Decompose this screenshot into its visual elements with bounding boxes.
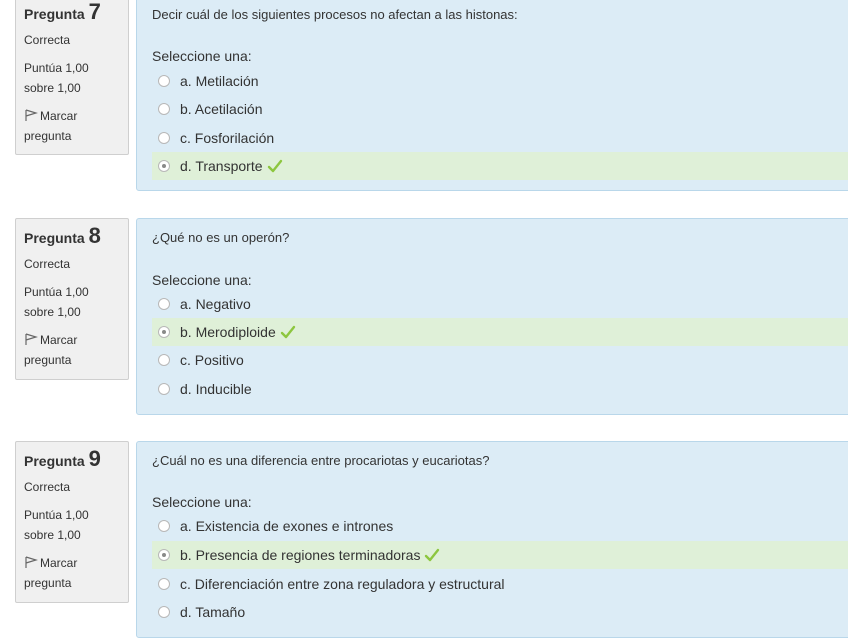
answer-prompt: Seleccione una:: [152, 48, 252, 64]
answer-label: c. Fosforilación: [180, 130, 275, 146]
answer-label: b. Merodiploide: [180, 324, 276, 340]
question-info: [15, 0, 129, 155]
radio-button-selected[interactable]: [158, 326, 170, 338]
answer-option-a[interactable]: [152, 290, 848, 318]
check-icon: [267, 158, 283, 174]
question-state: Correcta: [24, 33, 71, 47]
flag-question-button[interactable]: [24, 330, 120, 370]
answer-option-a[interactable]: [152, 67, 848, 95]
radio-button[interactable]: [158, 132, 170, 144]
question-grade: Puntúa 1,00 sobre 1,00: [24, 508, 89, 542]
answer-label: a. Existencia de exones e intrones: [180, 518, 394, 534]
question-label: Pregunta: [24, 6, 85, 22]
question-label: Pregunta: [24, 453, 85, 469]
answer-option-b[interactable]: [152, 95, 848, 123]
answer-option-d[interactable]: [152, 152, 848, 180]
answer-option-d[interactable]: [152, 375, 848, 403]
question-text: ¿Cuál no es una diferencia entre procariotas y eucariotas?: [152, 453, 490, 468]
answer-prompt: Seleccione una:: [152, 272, 252, 288]
answer-prompt: Seleccione una:: [152, 494, 252, 510]
answer-option-a[interactable]: [152, 512, 848, 540]
question-number: 9: [88, 446, 101, 471]
question-title: [24, 447, 120, 473]
radio-button[interactable]: [158, 578, 170, 590]
question-number: 8: [88, 223, 101, 248]
question-number: 7: [88, 0, 101, 24]
answer-label: a. Negativo: [180, 296, 251, 312]
answer-label: d. Inducible: [180, 381, 252, 397]
answer-label: a. Metilación: [180, 73, 259, 89]
question-text: Decir cuál de los siguientes procesos no afectan a las histonas:: [152, 7, 518, 22]
question-state: Correcta: [24, 480, 71, 494]
question-grade: Puntúa 1,00 sobre 1,00: [24, 285, 89, 319]
radio-button[interactable]: [158, 520, 170, 532]
answer-option-d[interactable]: [152, 598, 848, 626]
check-icon: [280, 324, 296, 340]
flag-question-label: Marcar pregunta: [24, 109, 78, 143]
answer-option-c[interactable]: [152, 570, 848, 598]
flag-icon: [24, 556, 38, 568]
question-info: [15, 218, 129, 380]
answer-option-c[interactable]: [152, 124, 848, 152]
question-info: [15, 441, 129, 603]
question-content: [136, 0, 848, 191]
answer-option-b[interactable]: [152, 318, 848, 346]
flag-question-button[interactable]: [24, 106, 120, 146]
radio-button[interactable]: [158, 354, 170, 366]
check-icon: [424, 547, 440, 563]
question-state: Correcta: [24, 257, 71, 271]
question-text: ¿Qué no es un operón?: [152, 230, 290, 245]
flag-icon: [24, 109, 38, 121]
flag-icon: [24, 333, 38, 345]
radio-button-selected[interactable]: [158, 160, 170, 172]
radio-button[interactable]: [158, 606, 170, 618]
answer-label: d. Transporte: [180, 158, 263, 174]
question-title: [24, 224, 120, 250]
answer-label: c. Positivo: [180, 352, 244, 368]
question-content: [136, 441, 848, 638]
question-title: [24, 0, 120, 26]
answer-option-c[interactable]: [152, 346, 848, 374]
radio-button[interactable]: [158, 75, 170, 87]
answer-label: d. Tamaño: [180, 604, 246, 620]
radio-button[interactable]: [158, 383, 170, 395]
answer-option-b[interactable]: [152, 541, 848, 569]
answer-label: b. Acetilación: [180, 101, 263, 117]
flag-question-label: Marcar pregunta: [24, 556, 78, 590]
flag-question-button[interactable]: [24, 553, 120, 593]
answer-label: b. Presencia de regiones terminadoras: [180, 547, 421, 563]
radio-button[interactable]: [158, 298, 170, 310]
answer-label: c. Diferenciación entre zona reguladora y estructural: [180, 576, 505, 592]
question-grade: Puntúa 1,00 sobre 1,00: [24, 61, 89, 95]
radio-button[interactable]: [158, 103, 170, 115]
question-label: Pregunta: [24, 230, 85, 246]
flag-question-label: Marcar pregunta: [24, 333, 78, 367]
radio-button-selected[interactable]: [158, 549, 170, 561]
question-content: [136, 218, 848, 415]
